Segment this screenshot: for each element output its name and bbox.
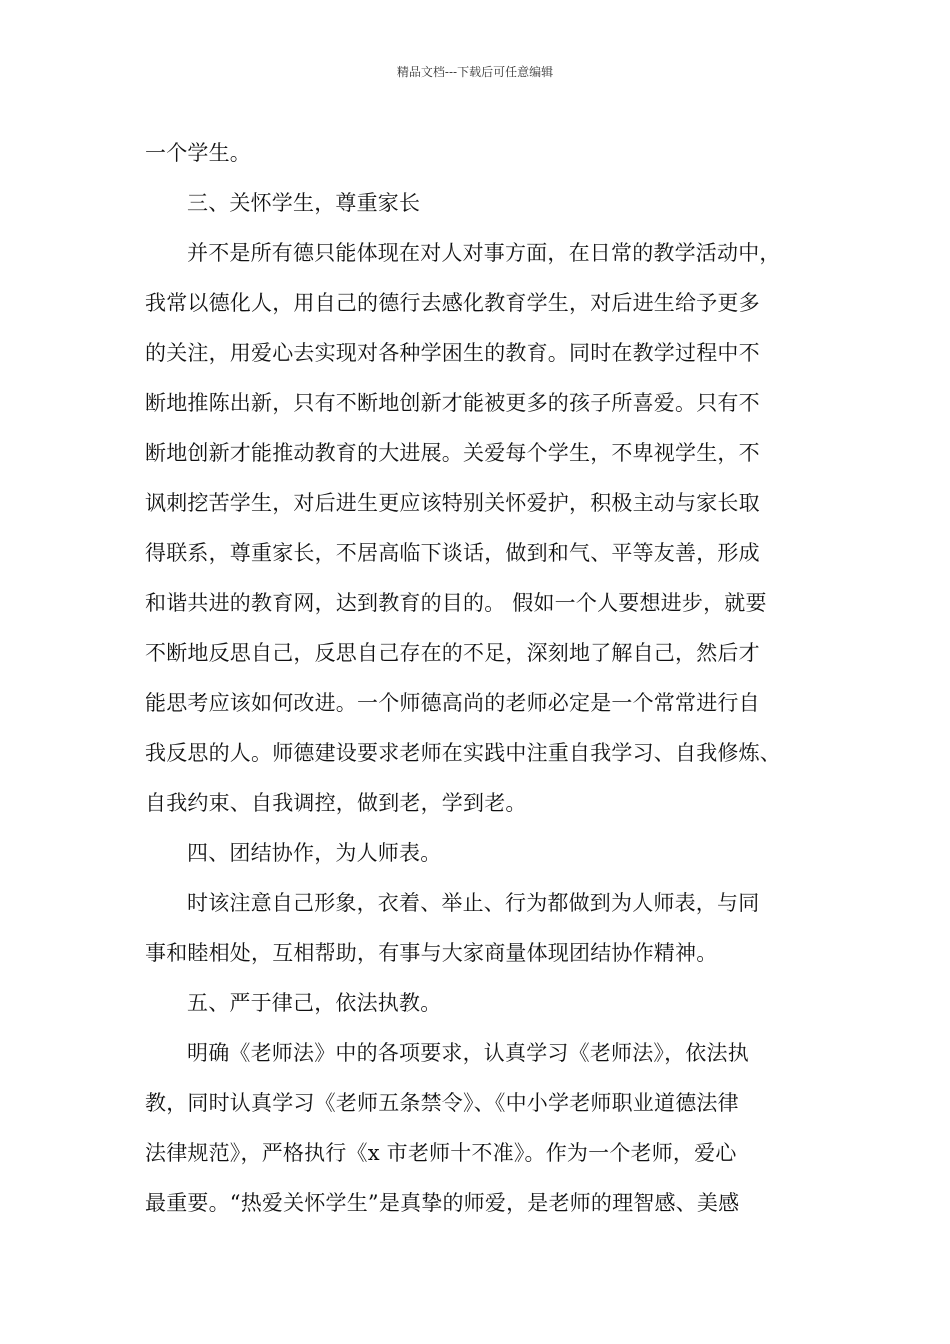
- section-heading: 四、团结协作，为人师表。: [187, 841, 442, 865]
- section-heading: 三、关怀学生，尊重家长: [187, 191, 421, 215]
- text-line: 的关注，用爱心去实现对各种学困生的教育。同时在教学过程中不: [145, 341, 760, 365]
- page-header: 精品文档---下载后可任意编辑: [396, 65, 554, 79]
- text-line: 自我约束、自我调控，做到老，学到老。: [145, 791, 527, 815]
- document-body: [145, 128, 810, 1228]
- text-line: 明确《老师法》中的各项要求，认真学习《老师法》，依法执: [187, 1041, 749, 1065]
- text-line: 并不是所有德只能体现在对人对事方面，在日常的教学活动中，: [187, 241, 781, 265]
- section-heading: 五、严于律己，依法执教。: [187, 991, 442, 1015]
- text-line: 教，同时认真学习《老师五条禁令》、《中小学老师职业道德法律: [145, 1091, 739, 1115]
- text-line: 和谐共进的教育网，达到教育的目的。 假如一个人要想进步，就要: [145, 591, 767, 615]
- text-line: 能思考应该如何改进。一个师德高尚的老师必定是一个常常进行自: [145, 691, 760, 715]
- text-line: 一个学生。: [145, 141, 251, 165]
- text-line: 我反思的人。师德建设要求老师在实践中注重自我学习、自我修炼、: [145, 741, 781, 765]
- text-line: 断地创新才能推动教育的大进展。关爱每个学生，不卑视学生，不: [145, 441, 760, 465]
- text-line: 时该注意自己形象，衣着、举止、行为都做到为人师表，与同: [187, 891, 760, 915]
- text-line: 得联系，尊重家长，不居高临下谈话，做到和气、平等友善，形成: [145, 541, 760, 565]
- text-line: 我常以德化人，用自己的德行去感化教育学生，对后进生给予更多: [145, 291, 760, 315]
- text-line: 断地推陈出新，只有不断地创新才能被更多的孩子所喜爱。只有不: [145, 391, 760, 415]
- text-line: 事和睦相处，互相帮助，有事与大家商量体现团结协作精神。: [145, 941, 718, 965]
- text-line: 最重要。“热爱关怀学生”是真挚的师爱，是老师的理智感、美感: [145, 1191, 740, 1215]
- text-line: 讽刺挖苦学生，对后进生更应该特别关怀爱护，积极主动与家长取: [145, 491, 760, 515]
- text-line: 法律规范》，严格执行《x 市老师十不准》。作为一个老师，爱心: [145, 1141, 737, 1165]
- text-line: 不断地反思自己，反思自己存在的不足，深刻地了解自己，然后才: [145, 641, 760, 665]
